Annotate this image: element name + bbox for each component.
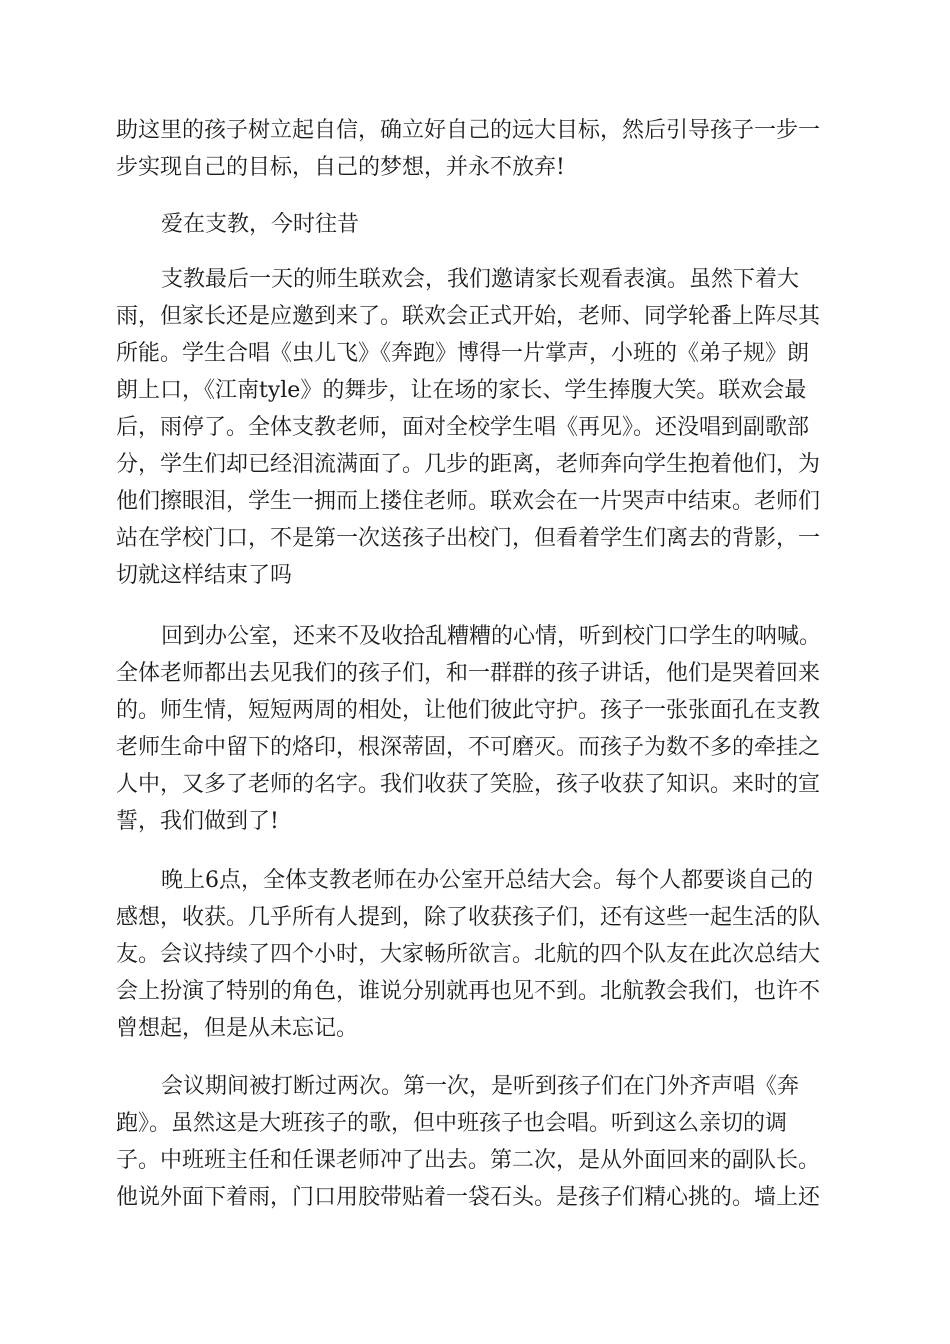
text-line: 晚上6点，全体支教老师在办公室开总结大会。每个人都要谈自己的 (161, 868, 813, 893)
text-line: 会议期间被打断过两次。第一次，是听到孩子们在门外齐声唱《奔 (161, 1074, 800, 1099)
text-line: 朗上口，《江南tyle》的舞步，让在场的家长、学生捧腹大笑。联欢会最 (116, 378, 807, 403)
text-line: 跑》。虽然这是大班孩子的歌，但中班孩子也会唱。听到这么亲切的调 (116, 1111, 788, 1136)
text-line: 后，雨停了。全体支教老师，面对全校学生唱《再见》。还没唱到副歌部 (116, 415, 810, 440)
text-line: 回到办公室，还来不及收拾乱糟糟的心情，听到校门口学生的呐喊。 (161, 624, 822, 649)
text-line: 站在学校门口，不是第一次送孩子出校门，但看着学生们离去的背影，一 (116, 526, 821, 551)
text-line: 感想，收获。几乎所有人提到，除了收获孩子们，还有这些一起生活的队 (116, 905, 821, 930)
section-heading: 爱在支教，今时往昔 (161, 212, 360, 237)
text-line: 誓，我们做到了! (116, 809, 279, 834)
text-line: 分，学生们却已经泪流满面了。几步的距离，老师奔向学生抱着他们，为 (116, 452, 821, 477)
text-line: 子。中班班主任和任课老师冲了出去。第二次，是从外面回来的副队长。 (116, 1148, 821, 1173)
text-line: 老师生命中留下的烙印，根深蒂固，不可磨灭。而孩子为数不多的牵挂之 (116, 735, 821, 760)
text-line: 支教最后一天的师生联欢会，我们邀请家长观看表演。虽然下着大 (161, 267, 800, 292)
text-line: 友。会议持续了四个小时，大家畅所欲言。北航的四个队友在此次总结大 (116, 942, 821, 967)
text-line: 他们擦眼泪，学生一拥而上搂住老师。联欢会在一片哭声中结束。老师们 (116, 489, 821, 514)
text-line: 切就这样结束了吗 (116, 563, 293, 588)
text-line: 步实现自己的目标，自己的梦想，并永不放弃! (116, 155, 565, 180)
text-line: 他说外面下着雨，门口用胶带贴着一袋石头。是孩子们精心挑的。墙上还 (116, 1185, 821, 1210)
text-line: 会上扮演了特别的角色，谁说分别就再也见不到。北航教会我们，也许不 (116, 979, 821, 1004)
text-line: 雨，但家长还是应邀到来了。联欢会正式开始，老师、同学轮番上阵尽其 (116, 304, 821, 329)
text-line: 人中，又多了老师的名字。我们收获了笑脸，孩子收获了知识。来时的宣 (116, 772, 821, 797)
text-line: 所能。学生合唱《虫儿飞》《奔跑》博得一片掌声，小班的《弟子规》朗 (116, 341, 810, 366)
text-line: 助这里的孩子树立起自信，确立好自己的远大目标，然后引导孩子一步一 (116, 118, 821, 143)
text-line: 全体老师都出去见我们的孩子们，和一群群的孩子讲话，他们是哭着回来 (116, 661, 821, 686)
text-line: 的。师生情，短短两周的相处，让他们彼此守护。孩子一张张面孔在支教 (116, 698, 821, 723)
text-line: 曾想起，但是从未忘记。 (116, 1016, 359, 1041)
